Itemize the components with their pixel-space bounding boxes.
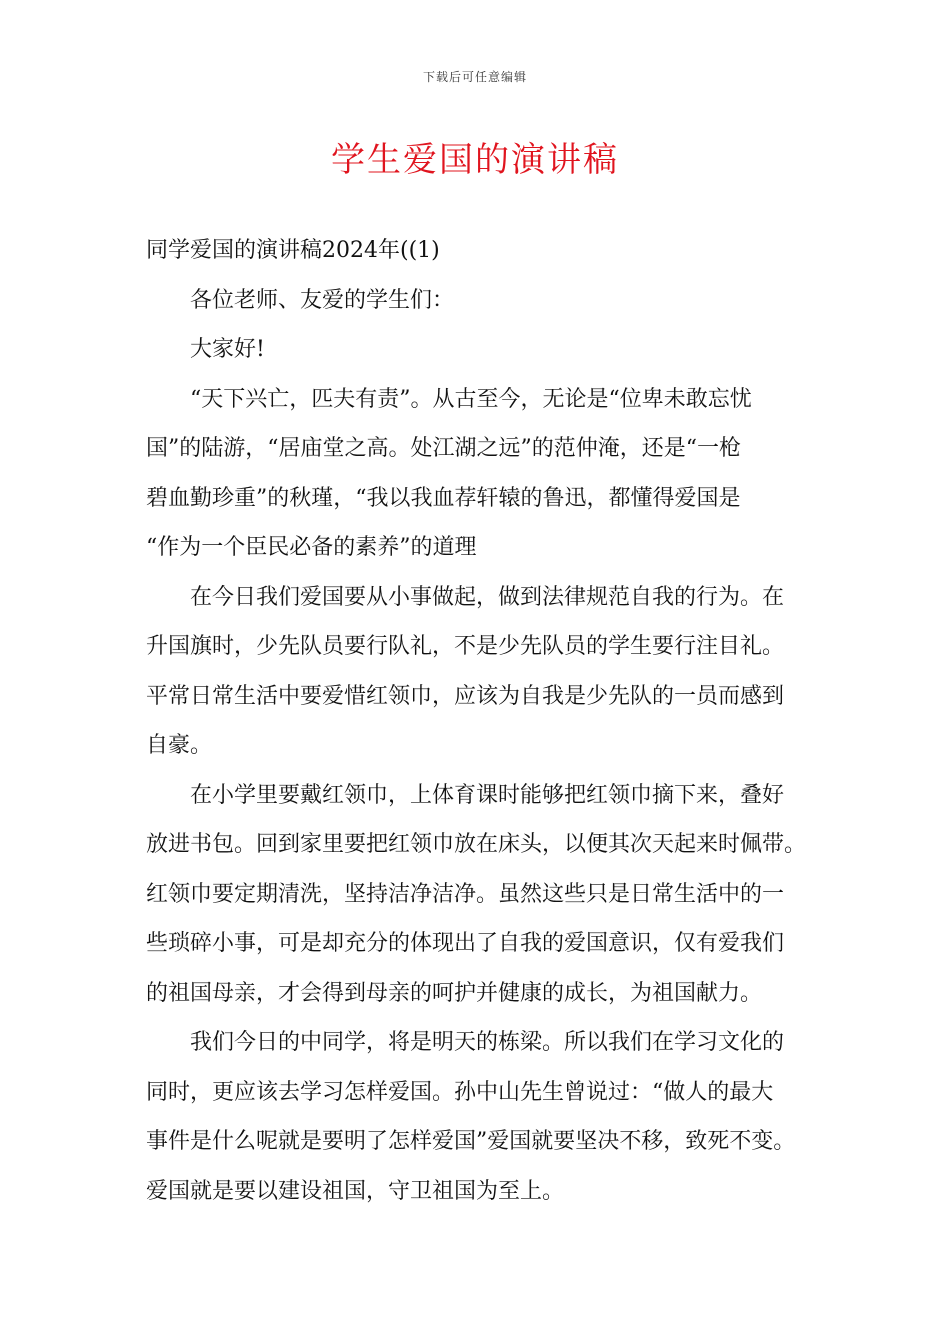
paragraph-line: 的祖国母亲，才会得到母亲的呵护并健康的成长，为祖国献力。: [146, 980, 763, 1006]
paragraph-line: 碧血勤珍重”的秋瑾，“我以我血荐轩辕的鲁迅，都懂得爱国是: [146, 485, 741, 511]
paragraph-line: 升国旗时，少先队员要行队礼，不是少先队员的学生要行注目礼。: [146, 634, 785, 659]
greeting-line: 大家好!: [190, 337, 265, 362]
paragraph-line: 事件是什么呢就是要明了怎样爱国”爱国就要坚决不移，致死不变。: [146, 1129, 796, 1154]
paragraph-line: “作为一个臣民必备的素养”的道理: [146, 535, 477, 560]
paragraph-line: 些琐碎小事，可是却充分的体现出了自我的爱国意识，仅有爱我们: [146, 931, 785, 956]
paragraph-line: 平常日常生活中要爱惜红领巾，应该为自我是少先队的一员而感到: [146, 683, 785, 709]
salutation-line: 各位老师、友爱的学生们：: [190, 287, 455, 313]
document-title: 学生爱国的演讲稿: [331, 140, 619, 180]
paragraph-line: 放进书包。回到家里要把红领巾放在床头，以便其次天起来时佩带。: [146, 832, 807, 857]
subtitle-line: 同学爱国的演讲稿2024年((1): [146, 238, 440, 263]
paragraph-line: “天下兴亡，匹夫有责”。从古至今，无论是“位卑未敢忘忧: [190, 386, 752, 412]
paragraph-line: 爱国就是要以建设祖国，守卫祖国为至上。: [146, 1178, 565, 1204]
paragraph-line: 我们今日的中同学，将是明天的栋梁。所以我们在学习文化的: [190, 1030, 785, 1055]
paragraph-line: 红领巾要定期清洗，坚持洁净洁净。虽然这些只是日常生活中的一: [146, 881, 785, 907]
paragraph-line: 同时，更应该去学习怎样爱国。孙中山先生曾说过：“做人的最大: [146, 1079, 774, 1105]
paragraph-line: 自豪。: [146, 733, 213, 758]
header-note: 下载后可任意编辑: [422, 70, 527, 84]
document-body: [146, 226, 812, 1216]
paragraph-line: 国”的陆游，“居庙堂之高。处江湖之远”的范仲淹，还是“一枪: [146, 436, 741, 461]
paragraph-line: 在今日我们爱国要从小事做起，做到法律规范自我的行为。在: [190, 584, 785, 610]
paragraph-line: 在小学里要戴红领巾，上体育课时能够把红领巾摘下来，叠好: [190, 782, 785, 808]
